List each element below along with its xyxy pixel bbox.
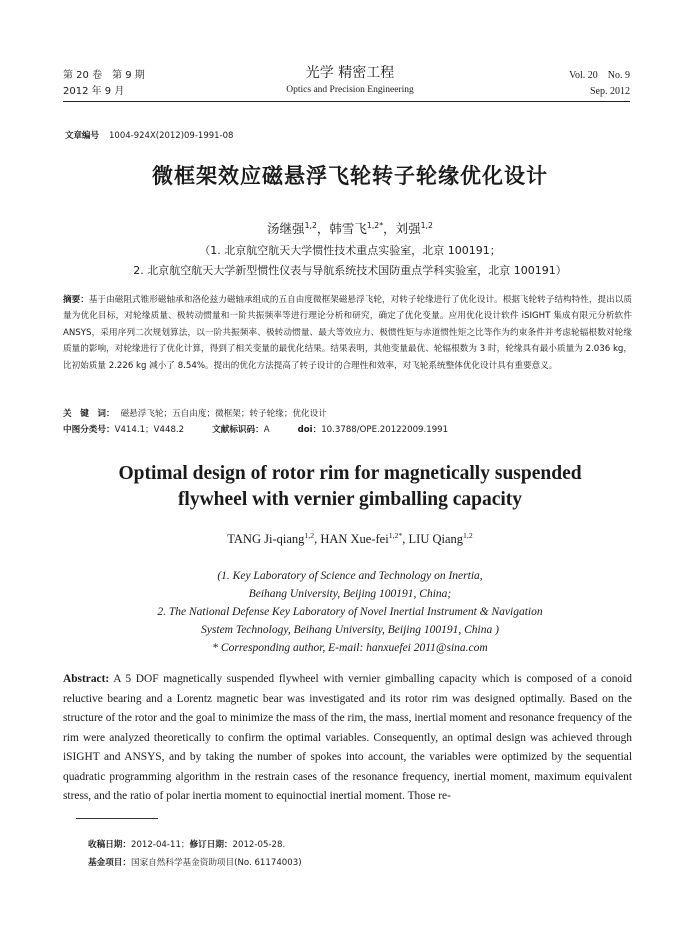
affiliation-en-2: 2. The National Defense Key Laboratory of Novel Inertial Instrument & Navigation (157, 606, 543, 618)
affiliation-zh-2: 2. 北京航空航天大学新型惯性仪表与导航系统技术国防重点学科实验室，北京 100191） (133, 264, 567, 277)
revised-label: 修订日期： (189, 840, 233, 850)
running-header-right (569, 68, 630, 100)
title-en-line-1: Optimal design of rotor rim for magnetically suspended (118, 463, 582, 484)
received-value: 2012-04-11； (130, 840, 190, 850)
fund-label: 基金项目： (88, 858, 131, 868)
author-2-en: , HAN Xue-fei (314, 532, 389, 546)
fund-value: 国家自然科学基金资助项目(No. 61174003) (130, 858, 302, 868)
doi-label: doi： (297, 425, 322, 435)
revised-value: 2012-05-28. (232, 840, 286, 850)
author-1-zh-sup: 1,2 (304, 220, 317, 230)
author-1-en-sup: 1,2 (304, 530, 315, 540)
journal-title-block (200, 62, 500, 95)
journal-title-en: Optics and Precision Engineering (286, 85, 414, 95)
header-divider (63, 101, 630, 102)
date-en: Sep. 2012 (590, 86, 630, 97)
author-2-zh-sup: 1,2* (366, 220, 384, 230)
keywords-zh (63, 407, 632, 419)
date-zh: 2012 年 9 月 (63, 86, 125, 97)
volume-issue-en: Vol. 20 No. 9 (569, 70, 630, 81)
doc-code-label: 文献标识码： (212, 425, 264, 435)
author-3-en: , LIU Qiang (402, 532, 464, 546)
author-1-en: TANG Ji-qiang (227, 532, 305, 546)
author-3-zh: ，刘强 (383, 221, 421, 236)
title-en-line-2: flywheel with vernier gimballing capacity (177, 489, 523, 510)
footnote-fund (88, 856, 302, 868)
author-2-en-sup: 1,2* (388, 530, 403, 540)
received-label: 收稿日期： (88, 840, 131, 850)
affiliation-zh-1: （1. 北京航空航天大学惯性技术重点实验室，北京 100191； (199, 244, 501, 257)
author-1-zh: 汤继强 (267, 221, 305, 236)
abstract-zh (63, 292, 632, 374)
footnote-divider (76, 818, 158, 819)
keywords-zh-label: 关 键 词： (63, 409, 115, 419)
abstract-en-text: A 5 DOF magnetically suspended flywheel with vernier gimballing capacity which is composed of a conoid reluctive bearing and a Lorentz magnetic bear was investigated and its rotor rim was designed optimally. Based on the structure of the rotor and the goal to minimize the mass of the rim, the mass, inertial moment and resonance frequency of the rim were analyzed theoretically to confirm the optimal variables. Consequently, an optimal design was achieved through iSIGHT and ANSYS, and by taking the number of spokes into account, the variables were optimized by the sequential quadratic programming algorithm in the restrain cases of the resonance frequency, inertial moment, maximum equivalent stress, and the ratio of polar inertia moment to equinoctial inertial moment. Those re- (63, 673, 632, 802)
article-number (65, 129, 233, 141)
affiliation-en-1b: Beihang University, Beijing 100191, China; (248, 588, 452, 600)
abstract-en-label: Abstract: (63, 673, 110, 685)
author-2-zh: ，韩雪飞 (316, 221, 367, 236)
classification-line (63, 423, 632, 435)
affiliation-en-1: (1. Key Laboratory of Science and Technology on Inertia, (217, 570, 483, 582)
clc-label: 中图分类号： (63, 425, 115, 435)
doi-value: 10.3788/OPE.20122009.1991 (321, 425, 449, 435)
author-3-zh-sup: 1,2 (420, 220, 433, 230)
author-3-en-sup: 1,2 (463, 530, 473, 540)
authors-en (40, 532, 660, 547)
article-number-label: 文章编号 (65, 131, 100, 141)
keywords-zh-text: 磁悬浮飞轮；五自由度；微框架；转子轮缘；优化设计 (120, 409, 327, 419)
footnote-dates (88, 838, 285, 850)
doc-code-value: A (263, 425, 270, 435)
authors-zh (40, 219, 660, 237)
affiliation-en-2b: System Technology, Beihang University, Beijing 100191, China ) (201, 624, 499, 636)
clc-value: V414.1；V448.2 (114, 425, 185, 435)
corresponding-author: * Corresponding author, E-mail: hanxuefei 2011@sina.com (212, 642, 488, 654)
abstract-zh-text: 基于由磁阻式锥形磁轴承和洛伦兹力磁轴承组成的五自由度微框架磁悬浮飞轮，对转子轮缘进行了优化设计。根据飞轮转子结构特性，提出以质量为优化目标，对轮缘质量、极转动惯量和一阶共振频率等进行理论分析和研究，确定了优化变量。应用优化设计软件 iSIGHT 集成有限元分析软件 ANSYS，采用序列二次规划算法，以一阶共振频率、极转动惯量、最大等效应力、极惯性矩与赤道惯性矩之比等作为约束条件并考虑轮辐根数对轮缘质量的影响，对轮缘进行了优化计算，得到了相关变量的最优化结果。结果表明，其他变量最优、轮辐根数为 3 时，轮缘具有最小质量为 2.036 kg，比初始质量 2.226 kg 减小了 8.54%。提出的优化方法提高了转子设计的合理性和效率，对飞轮系统整体优化设计具有重要意义。 (63, 295, 632, 371)
running-header-left (63, 68, 145, 100)
abstract-zh-label: 摘要： (63, 295, 89, 305)
article-number-value: 1004-924X(2012)09-1991-08 (109, 131, 234, 141)
title-en (40, 461, 660, 513)
title-zh: 微框架效应磁悬浮飞轮转子轮缘优化设计 (152, 164, 548, 188)
volume-issue-zh: 第 20 卷 第 9 期 (63, 70, 145, 81)
abstract-en (63, 670, 632, 807)
journal-title-zh: 光学 精密工程 (305, 65, 395, 81)
